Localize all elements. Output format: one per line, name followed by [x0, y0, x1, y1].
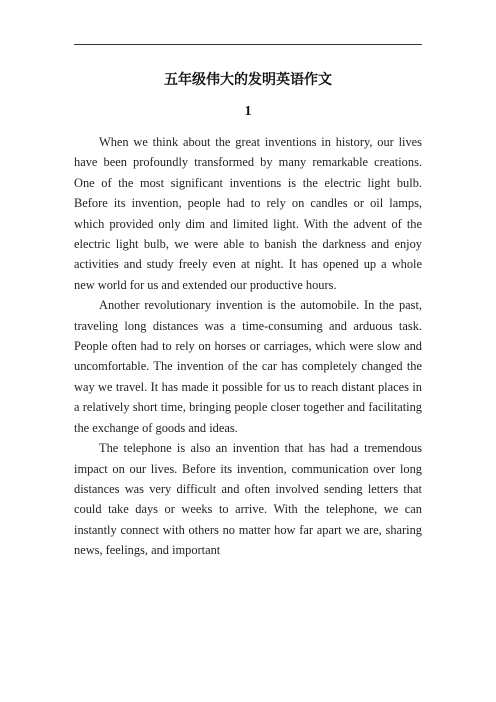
paragraph-telephone: The telephone is also an invention that has had a tremendous impact on our lives. Before its invention, communication over long distances was very difficult and often involved sending letters that could take days or weeks to arrive. With the telephone, we can instantly connect with others no matter how far apart we are, sharing news, feelings, and important [74, 441, 422, 558]
paragraph-automobile: Another revolutionary invention is the automobile. In the past, traveling long distances was a time-consuming and arduous task. People often had to rely on horses or carriages, which were slow and uncomfortable. The invention of the car has completely changed the way we travel. It has made it possible for us to reach distant places in a relatively short time, bringing people closer together and facilitating the exchange of goods and ideas. [74, 298, 422, 435]
header-rule [74, 44, 422, 45]
document-body [74, 70, 422, 561]
document-title: 五年级伟大的发明英语作文 [164, 72, 332, 88]
paragraph-light-bulb: When we think about the great inventions in history, our lives have been profoundly transformed by many remarkable creations. One of the most significant inventions is the electric light bulb. Before its invention, people had to rely on candles or oil lamps, which provided only dim and limited light. With the advent of the electric light bulb, we were able to banish the darkness and enjoy activities and study freely even at night. It has opened up a whole new world for us and extended our productive hours. [74, 135, 422, 292]
section-number: 1 [244, 104, 252, 119]
